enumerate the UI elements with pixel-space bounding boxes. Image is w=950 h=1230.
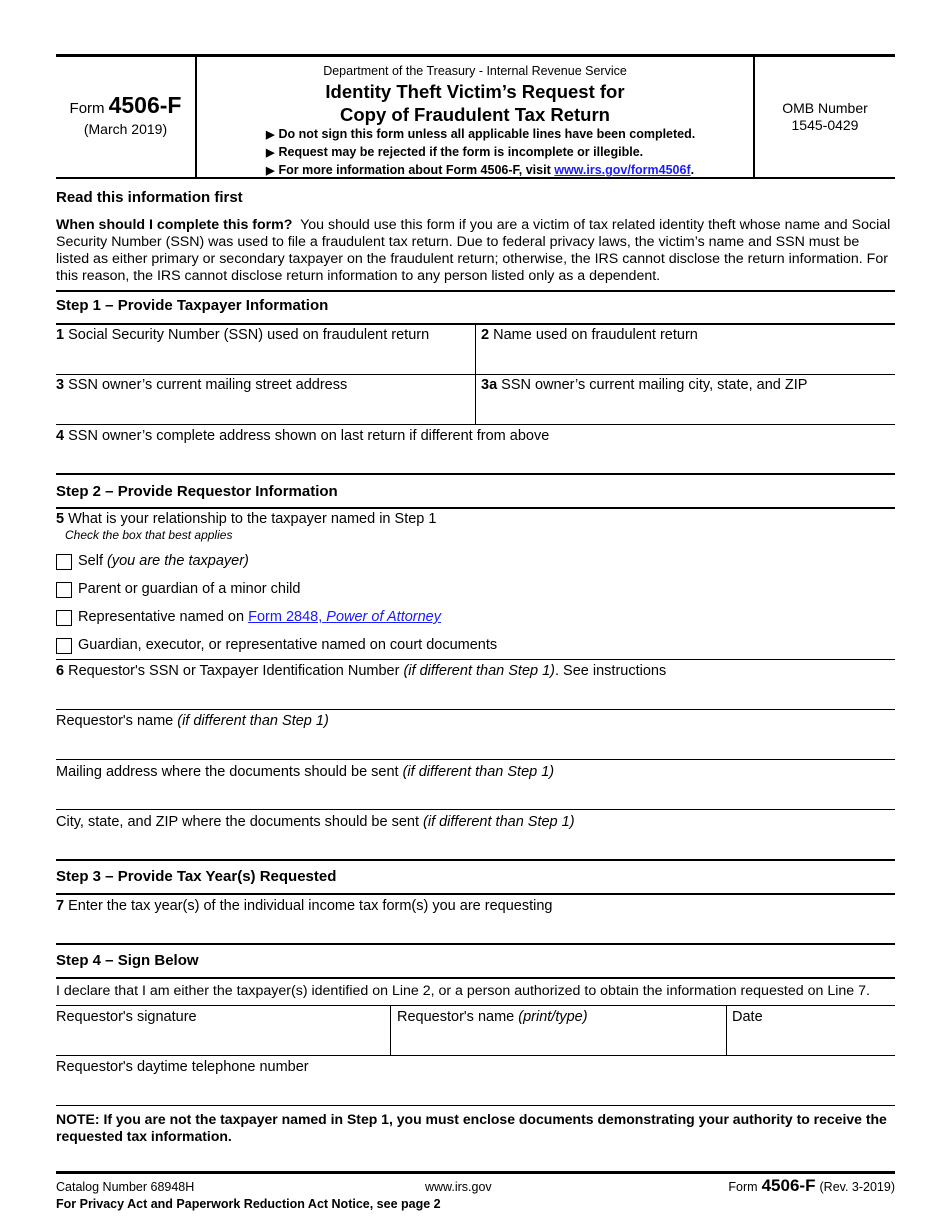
form-date: (March 2019): [83, 121, 168, 137]
header-bullet-1: [266, 127, 695, 141]
mailing-address-input[interactable]: [56, 782, 895, 808]
requestor-tin-input[interactable]: [56, 681, 895, 707]
step1-heading: Step 1 – Provide Taxpayer Information: [56, 297, 329, 314]
step2-top-rule: [56, 473, 895, 475]
declaration-text: I declare that I am either the taxpayer(s) identified on Line 2, or a person authorized to obtain the information requested on Line 7.: [56, 983, 870, 999]
line5-hint: Check the box that best applies: [65, 528, 233, 542]
checkbox-parent-guardian[interactable]: [56, 582, 72, 598]
note-text: NOTE: If you are not the taxpayer named in Step 1, you must enclose documents demonstrating your authority to receive the requested tax information.: [56, 1111, 887, 1144]
footer-website: www.irs.gov: [425, 1180, 492, 1194]
date-input[interactable]: [729, 1027, 894, 1054]
option-guardian-label: Guardian, executor, or representative named on court documents: [78, 637, 498, 653]
bullet-3-text: For more information about Form 4506-F, visit: [278, 163, 551, 177]
signature-label: Requestor's signature: [56, 1009, 197, 1025]
name-input[interactable]: [478, 345, 894, 373]
step2-heading: Step 2 – Provide Requestor Information: [56, 483, 338, 500]
step3-top-rule: [56, 859, 895, 861]
agency-name: Department of the Treasury - Internal Revenue Service: [323, 64, 627, 78]
header-top-rule: [56, 54, 895, 57]
note-top-rule: [56, 1105, 895, 1106]
irs-form-link[interactable]: www.irs.gov/form4506f: [554, 163, 691, 177]
street-address-input[interactable]: [56, 395, 472, 423]
line3-label: 3 SSN owner’s current mailing street address: [56, 377, 348, 393]
header-bullet-3: [266, 163, 694, 177]
header-bottom-rule: [56, 177, 895, 179]
intro-question: When should I complete this form?: [56, 217, 293, 233]
triangle-bullet-icon: ▶: [266, 129, 275, 141]
step1-row-rule: [56, 374, 895, 375]
line7-label: 7 Enter the tax year(s) of the individual income tax form(s) you are requesting: [56, 898, 553, 914]
city-rule: [56, 809, 895, 810]
requestor-name-input[interactable]: [56, 731, 895, 757]
footer-form-id: Form 4506-F (Rev. 3-2019): [728, 1176, 895, 1195]
mailing-address-label: Mailing address where the documents should be sent (if different than Step 1): [56, 764, 555, 780]
step1-top-rule: [56, 290, 895, 292]
intro-body: You should use this form if you are a victim of tax related identity theft whose name and Social Security Number (SSN) was used to file a fraudulent tax return. Due to federal privacy laws, the victim’s name and SSN must be listed as either primary or secondary taxpayer on the fraudulent return; otherwise, the IRS cannot disclose the return information. For this reason, the IRS cannot disclose return information to any person listed only as a dependent.: [56, 217, 891, 284]
checkbox-representative[interactable]: [56, 610, 72, 626]
signature-divider-2: [726, 1006, 727, 1056]
tax-years-input[interactable]: [56, 916, 895, 942]
triangle-bullet-icon: ▶: [266, 147, 275, 159]
checkbox-court-guardian[interactable]: [56, 638, 72, 654]
city-state-zip-label: City, state, and ZIP where the documents should be sent (if different than Step 1): [56, 814, 575, 830]
intro-paragraph: [56, 217, 895, 285]
triangle-bullet-icon: ▶: [266, 165, 275, 177]
line6-label: 6 Requestor's SSN or Taxpayer Identification Number (if different than Step 1). See instructions: [56, 663, 667, 679]
line6-top-rule: [56, 659, 895, 660]
phone-input[interactable]: [56, 1077, 895, 1103]
mailing-rule: [56, 759, 895, 760]
line2-label: 2 Name used on fraudulent return: [481, 327, 698, 343]
step3-heading-rule: [56, 893, 895, 895]
line3a-label: 3a SSN owner’s current mailing city, state, and ZIP: [481, 377, 808, 393]
signature-divider-1: [390, 1006, 391, 1056]
omb-number: 1545-0429: [791, 117, 859, 133]
footer-top-rule: [56, 1171, 895, 1174]
checkbox-self[interactable]: [56, 554, 72, 570]
signature-field[interactable]: [56, 1027, 388, 1054]
option-self-label: Self (you are the taxpayer): [78, 553, 249, 569]
bullet-1-text: Do not sign this form unless all applicable lines have been completed.: [278, 127, 696, 141]
step4-top-rule: [56, 943, 895, 945]
line4-label: 4 SSN owner’s complete address shown on last return if different from above: [56, 428, 550, 444]
intro-heading: Read this information first: [56, 189, 243, 206]
omb-label: OMB Number: [782, 100, 868, 116]
last-return-address-input[interactable]: [56, 446, 895, 472]
option-parent-label: Parent or guardian of a minor child: [78, 581, 301, 597]
step1-row2-rule: [56, 424, 895, 425]
date-label: Date: [732, 1009, 763, 1025]
print-name-input[interactable]: [393, 1027, 724, 1054]
form-title-line2: Copy of Fraudulent Tax Return: [340, 104, 610, 125]
form-title-line1: Identity Theft Victim’s Request for: [325, 81, 625, 102]
print-name-label: Requestor's name (print/type): [397, 1009, 588, 1025]
requestor-name-rule: [56, 709, 895, 710]
city-state-zip-input[interactable]: [478, 395, 894, 423]
bullet-3-period: .: [690, 163, 695, 177]
line5-label: 5 What is your relationship to the taxpayer named in Step 1: [56, 511, 437, 527]
form-number: 4506-F: [108, 92, 182, 118]
omb-block: [755, 100, 895, 134]
phone-label: Requestor's daytime telephone number: [56, 1059, 309, 1075]
line1-label: 1 Social Security Number (SSN) used on fraudulent return: [56, 327, 430, 343]
signature-top-rule: [56, 1005, 895, 1006]
step2-heading-rule: [56, 507, 895, 509]
privacy-notice: For Privacy Act and Paperwork Reduction Act Notice, see page 2: [56, 1197, 441, 1211]
signature-bottom-rule: [56, 1055, 895, 1056]
header-bullet-2: [266, 145, 643, 159]
step3-heading: Step 3 – Provide Tax Year(s) Requested: [56, 868, 337, 885]
step4-heading-rule: [56, 977, 895, 979]
form-id-block: [56, 92, 195, 137]
requestor-name-label: Requestor's name (if different than Step 1): [56, 713, 329, 729]
bullet-2-text: Request may be rejected if the form is incomplete or illegible.: [278, 145, 644, 159]
option-representative-label: Representative named on Form 2848, Power of Attorney: [78, 609, 441, 625]
ssn-input[interactable]: [56, 345, 472, 373]
form-2848-link[interactable]: Form 2848, Power of Attorney: [248, 609, 441, 625]
catalog-number: Catalog Number 68948H: [56, 1180, 195, 1194]
step4-heading: Step 4 – Sign Below: [56, 952, 199, 969]
send-city-state-zip-input[interactable]: [56, 832, 895, 858]
form-prefix: Form: [69, 100, 105, 117]
